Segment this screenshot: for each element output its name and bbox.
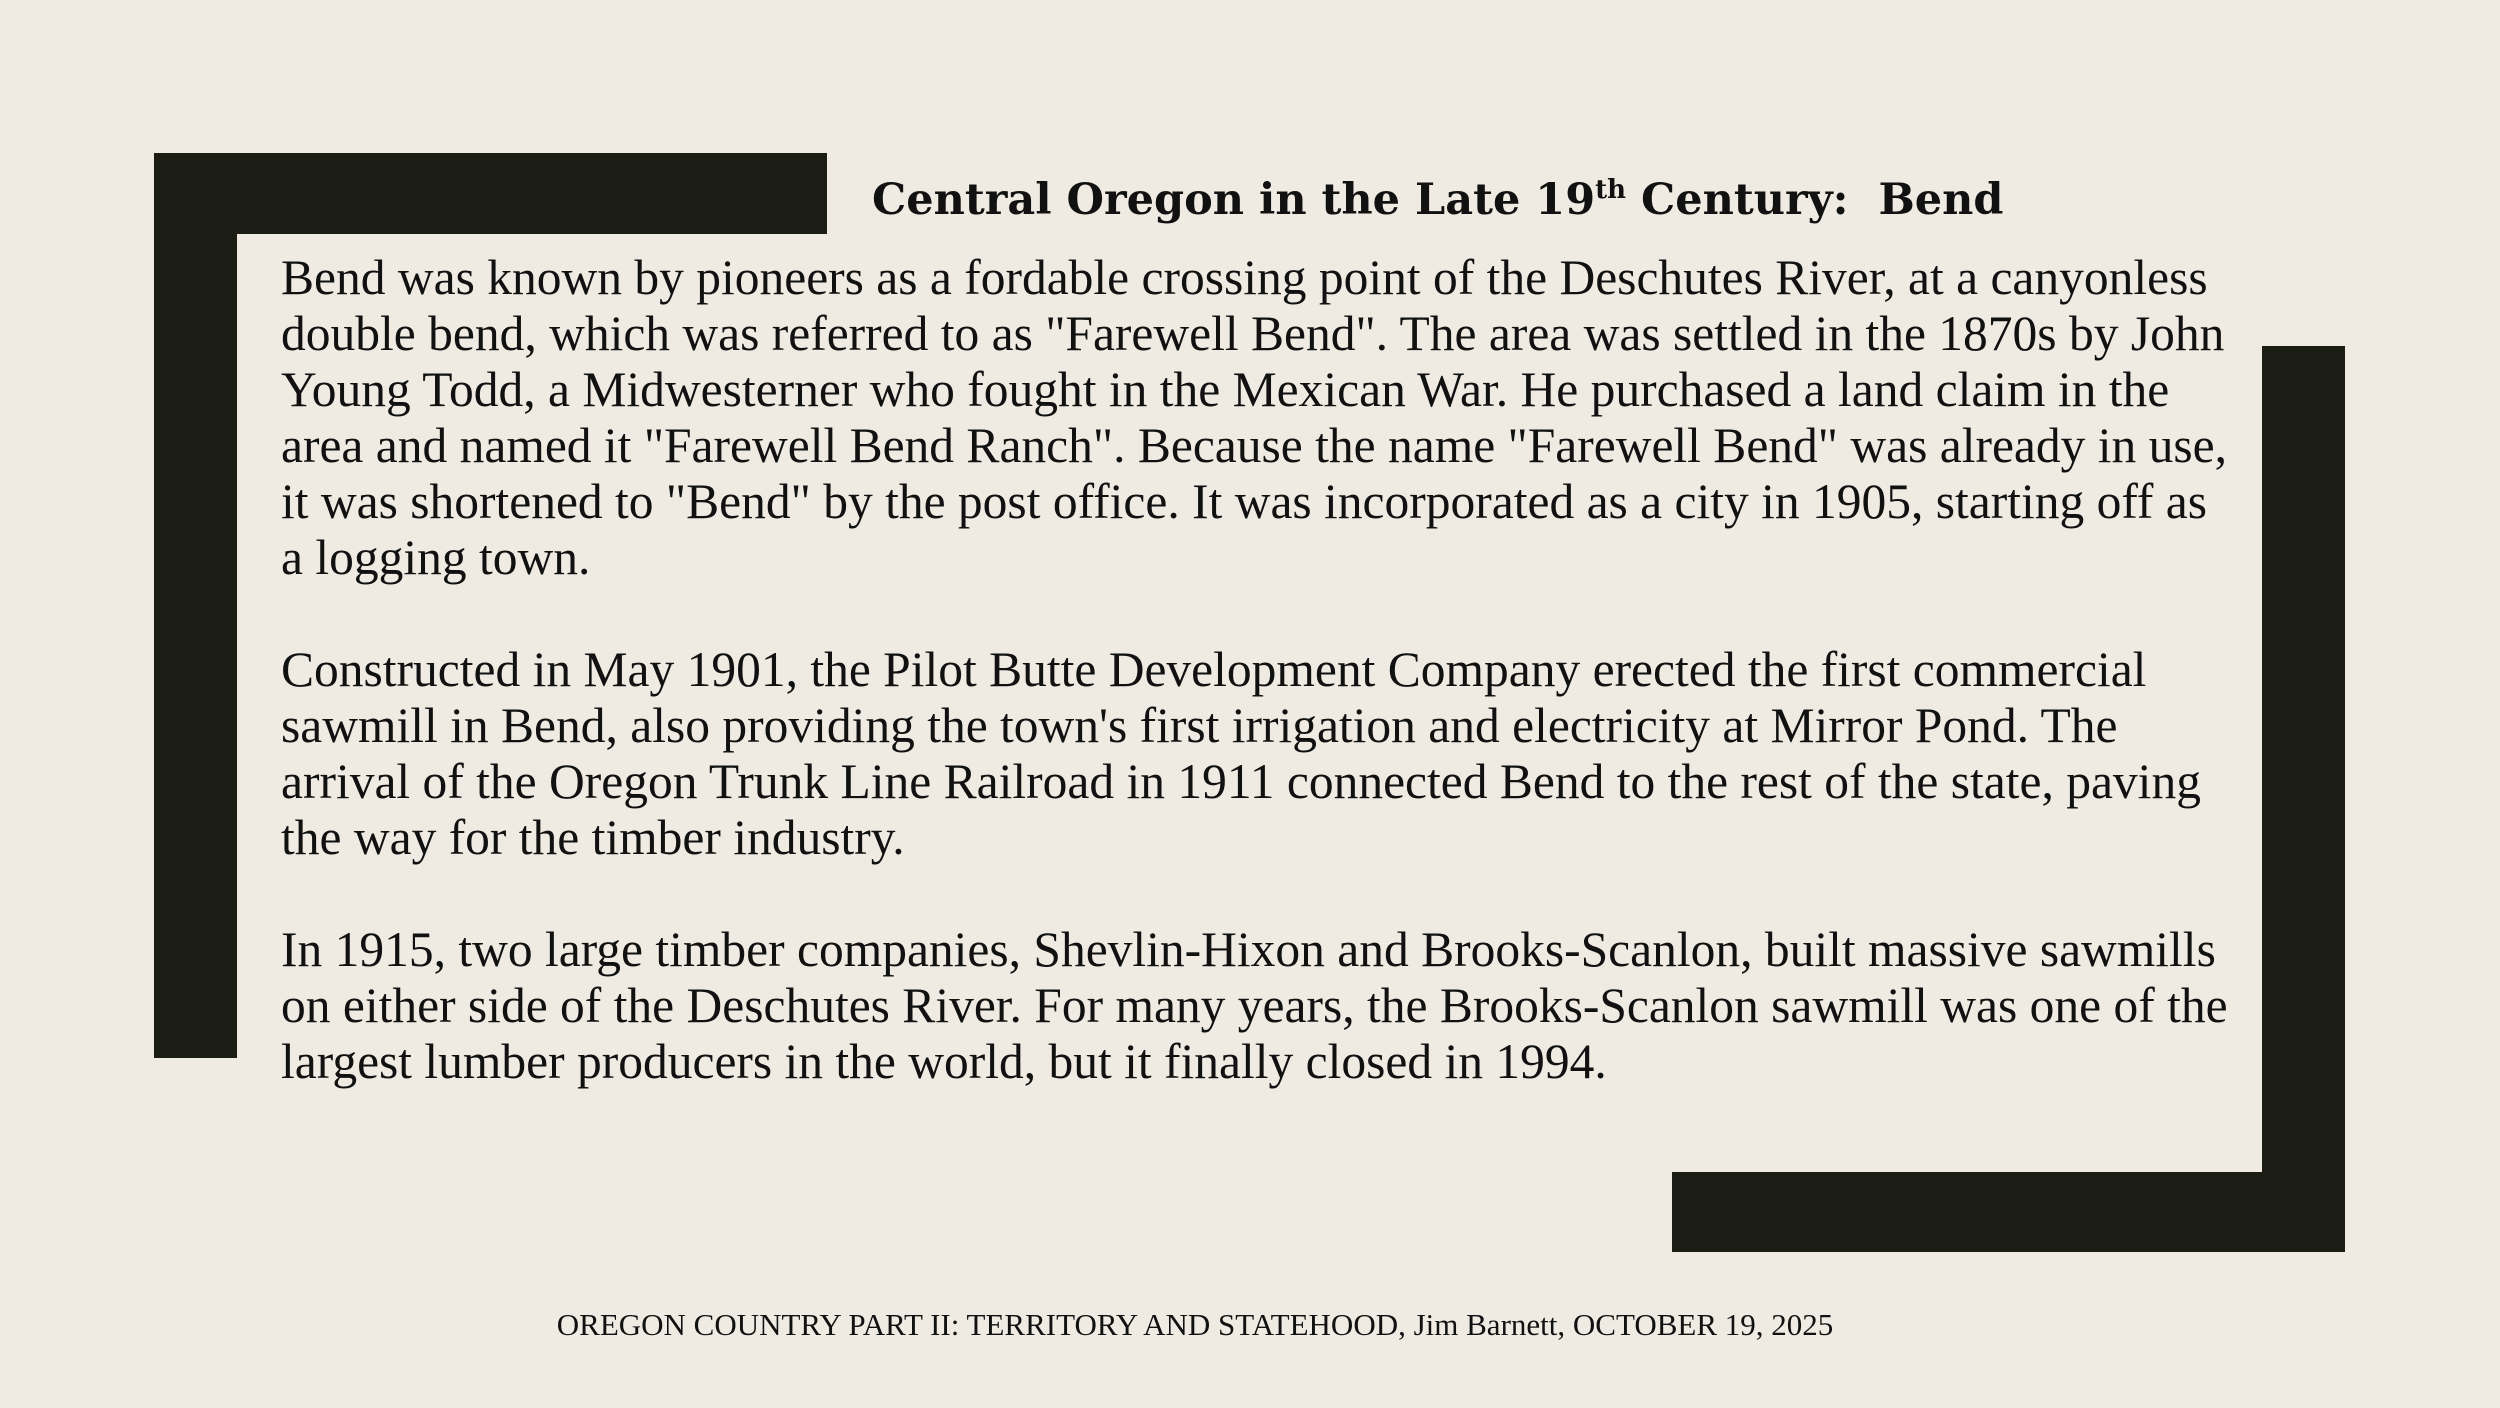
- slide-body: [281, 250, 2231, 1090]
- top-left-bracket-vertical: [154, 153, 237, 1058]
- slide-title-superscript: th: [1595, 175, 1627, 205]
- bottom-right-bracket-horizontal: [1672, 1172, 2345, 1252]
- slide-title-main: Central Oregon in the Late 19: [872, 175, 1596, 225]
- paragraph-timber-companies: In 1915, two large timber companies, Shevlin-Hixon and Brooks-Scanlon, built massive sawmills on either side of the Deschutes River. For many years, the Brooks-Scanlon sawmill was one of the largest lumber producers in the world, but it finally closed in 1994.: [281, 922, 2228, 1089]
- bottom-right-bracket-vertical: [2262, 346, 2345, 1252]
- top-left-bracket-horizontal: [154, 153, 827, 234]
- paragraph-sawmill: Constructed in May 1901, the Pilot Butte Development Company erected the first commercial sawmill in Bend, also providing the town's first irrigation and electricity at Mirror Pond. The arrival of the Oregon Trunk Line Railroad in 1911 connected Bend to the rest of the state, paving the way for the timber industry.: [281, 642, 2201, 865]
- paragraph-history: Bend was known by pioneers as a fordable crossing point of the Deschutes River, at a canyonless double bend, which was referred to as "Farewell Bend". The area was settled in the 1870s by John Young Todd, a Midwesterner who fought in the Mexican War. He purchased a land claim in the area and named it "Farewell Bend Ranch". Because the name "Farewell Bend" was already in use, it was shortened to "Bend" by the post office. It was incorporated as a city in 1905, starting off as a logging town.: [281, 250, 2227, 585]
- slide-footer: OREGON COUNTRY PART II: TERRITORY AND STATEHOOD, Jim Barnett, OCTOBER 19, 2025: [556, 1307, 1834, 1342]
- slide-title-end: Century: Bend: [1626, 175, 2004, 225]
- slide-title: [872, 170, 2122, 230]
